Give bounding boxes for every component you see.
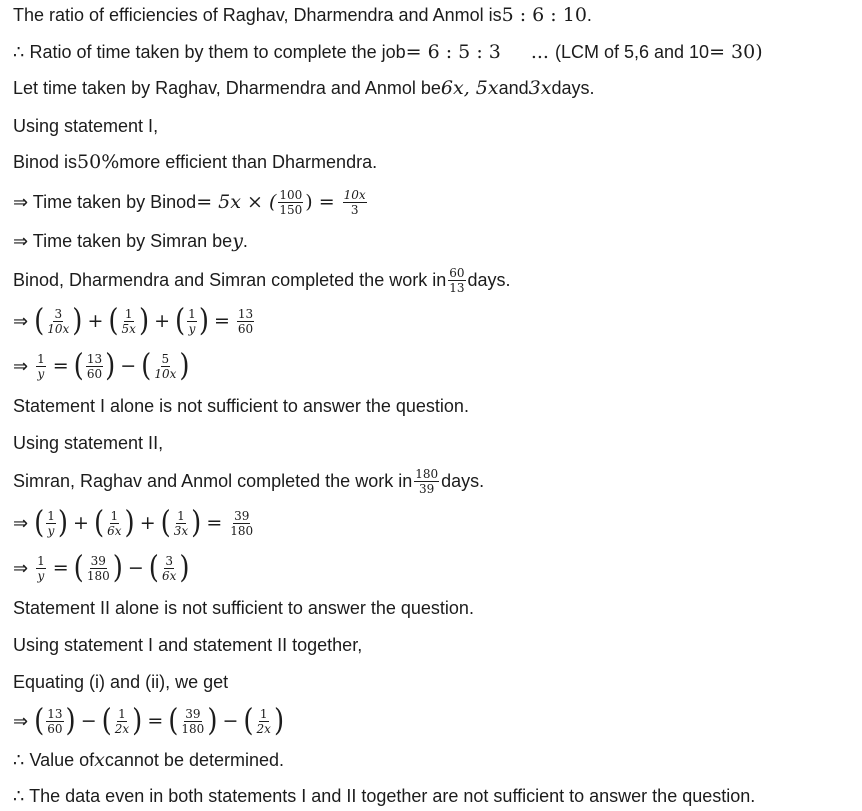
text: Using statement I, — [13, 115, 159, 136]
fraction: $\frac{13}{60}$ — [86, 351, 103, 381]
paren: ( — [34, 505, 45, 541]
text: days. — [551, 77, 595, 98]
text: Equating (i) and (ii), we get — [13, 671, 229, 692]
binod-time-line — [13, 186, 369, 218]
text: days. — [441, 470, 485, 491]
fraction: $\frac{1}{5x}$ — [121, 306, 136, 336]
text: more efficient than Dharmendra. — [119, 151, 378, 172]
text: Using statement I and statement II together, — [13, 634, 363, 655]
paren: ) — [179, 550, 190, 586]
statement-one-heading — [13, 111, 158, 141]
paren: ) — [273, 703, 285, 739]
text: (LCM of 5,6 and 10 — [554, 41, 710, 62]
fraction: $\frac{5}{10x}$ — [154, 351, 177, 381]
paren: ) — [138, 303, 150, 339]
operator: + — [87, 310, 104, 332]
paren: ) — [65, 703, 76, 739]
paren: ( — [73, 348, 84, 384]
fraction: $\frac{60}{13}$ — [449, 265, 465, 295]
fraction: $\frac{180}{39}$ — [415, 466, 439, 496]
paren: ) — [105, 348, 116, 384]
math: 3x — [528, 77, 552, 99]
math: ) = — [305, 191, 335, 213]
ratio-time-line — [13, 37, 763, 67]
operator: = — [52, 557, 69, 579]
text: . — [242, 230, 248, 251]
paren: ( — [93, 505, 105, 541]
paren: ) — [198, 303, 209, 339]
text: Statement II alone is not sufficient to answer the question. — [13, 597, 474, 618]
statement-two-heading — [13, 428, 163, 458]
operator: = — [52, 355, 69, 377]
fraction: $\frac{1}{2x}$ — [114, 706, 130, 736]
fraction: $\frac{1}{2x}$ — [256, 706, 271, 736]
implies-symbol: ⇒ — [13, 710, 29, 731]
operator: = — [147, 710, 164, 732]
paren: ) — [57, 505, 69, 541]
math: = 5x × ( — [196, 191, 277, 213]
math: 5 : 6 : 10 — [501, 4, 587, 26]
math: = 30) — [709, 41, 763, 63]
fraction: $\frac{13}{60}$ — [237, 306, 254, 336]
equating-line — [13, 667, 228, 697]
implies-symbol: ⇒ — [13, 355, 29, 376]
operator: − — [120, 355, 137, 377]
text: ∴ The data even in both statements I and II together are not sufficient to answer the question. — [13, 785, 756, 806]
paren: ( — [175, 303, 186, 339]
text: The ratio of efficiencies of Raghav, Dharmendra and Anmol is — [13, 4, 502, 25]
text: Using statement II, — [13, 432, 164, 453]
text: ∴ Ratio of time taken by them to complete the job — [13, 41, 406, 62]
math: 50% — [77, 151, 120, 173]
statement-two-conclusion — [13, 593, 474, 623]
paren: ( — [148, 550, 159, 586]
equation-line-2 — [13, 349, 190, 383]
operator: + — [154, 310, 171, 332]
combined-statements-heading — [13, 630, 362, 660]
operator: − — [127, 557, 144, 579]
paren: ( — [108, 303, 119, 339]
text: ⇒ Time taken by Simran be — [13, 230, 233, 251]
paren: ( — [34, 303, 45, 339]
math: = 6 : 5 : 3 — [405, 41, 501, 63]
paren: ( — [141, 348, 152, 384]
equation-line-5 — [13, 704, 284, 738]
equation-line-4 — [13, 551, 190, 585]
text: ⇒ Time taken by Binod — [13, 191, 197, 212]
fraction: $\frac{3}{6x}$ — [161, 553, 177, 583]
paren: ( — [168, 703, 179, 739]
math: y — [232, 230, 243, 252]
implies-symbol: ⇒ — [13, 310, 29, 331]
operator: = — [206, 512, 223, 534]
operator: + — [139, 512, 156, 534]
paren: ) — [124, 505, 135, 541]
math: x — [94, 749, 105, 771]
paren: ) — [207, 703, 218, 739]
implies-symbol: ⇒ — [13, 512, 29, 533]
statement-one-conclusion — [13, 391, 469, 421]
x-undetermined-line — [13, 745, 284, 775]
binod-efficiency-line — [13, 147, 377, 177]
paren: ) — [112, 550, 123, 586]
paren: ( — [160, 505, 171, 541]
fraction: $\frac{10x}{3}$ — [343, 187, 366, 217]
equation-line-3 — [13, 506, 256, 540]
text: and — [498, 77, 529, 98]
simran-time-line — [13, 226, 248, 256]
text: Let time taken by Raghav, Dharmendra and Anmol be — [13, 77, 441, 98]
text: . — [586, 4, 592, 25]
math: 6x, 5x — [440, 77, 499, 99]
fraction: $\frac{1}{y}$ — [188, 306, 196, 336]
work-completed-line-2 — [13, 465, 484, 497]
paren: ( — [243, 703, 254, 739]
text: Simran, Raghav and Anmol completed the work in — [13, 470, 413, 491]
fraction: $\frac{13}{60}$ — [47, 706, 63, 736]
operator: = — [213, 310, 230, 332]
implies-symbol: ⇒ — [13, 557, 29, 578]
text: Binod is — [13, 151, 78, 172]
fraction: $\frac{1}{y}$ — [37, 553, 45, 583]
ellipsis: ... — [530, 41, 549, 63]
ratio-efficiency-line — [13, 0, 592, 30]
operator: − — [80, 710, 97, 732]
equation-line-1 — [13, 304, 256, 338]
fraction: $\frac{3}{10x}$ — [47, 306, 70, 336]
paren: ) — [179, 348, 190, 384]
text: Statement I alone is not sufficient to answer the question. — [13, 395, 469, 416]
paren: ( — [101, 703, 112, 739]
fraction: $\frac{100}{150}$ — [279, 187, 303, 217]
paren: ) — [191, 505, 202, 541]
fraction: $\frac{1}{y}$ — [47, 508, 55, 538]
time-taken-line — [13, 73, 595, 103]
paren: ) — [72, 303, 83, 339]
operator: + — [73, 512, 89, 534]
work-completed-line-1 — [13, 264, 511, 296]
text: ∴ Value of — [13, 749, 95, 770]
paren: ( — [73, 550, 84, 586]
fraction: $\frac{1}{6x}$ — [107, 508, 122, 538]
paren: ( — [34, 703, 45, 739]
fraction: $\frac{39}{180}$ — [86, 553, 110, 583]
text: days. — [467, 269, 511, 290]
fraction: $\frac{39}{180}$ — [230, 508, 254, 538]
operator: − — [222, 710, 239, 732]
final-conclusion — [13, 781, 755, 811]
paren: ) — [132, 703, 143, 739]
fraction: $\frac{1}{y}$ — [37, 351, 45, 381]
fraction: $\frac{1}{3x}$ — [173, 508, 189, 538]
fraction: $\frac{39}{180}$ — [181, 706, 205, 736]
text: Binod, Dharmendra and Simran completed the work in — [13, 269, 447, 290]
text: cannot be determined. — [104, 749, 285, 770]
